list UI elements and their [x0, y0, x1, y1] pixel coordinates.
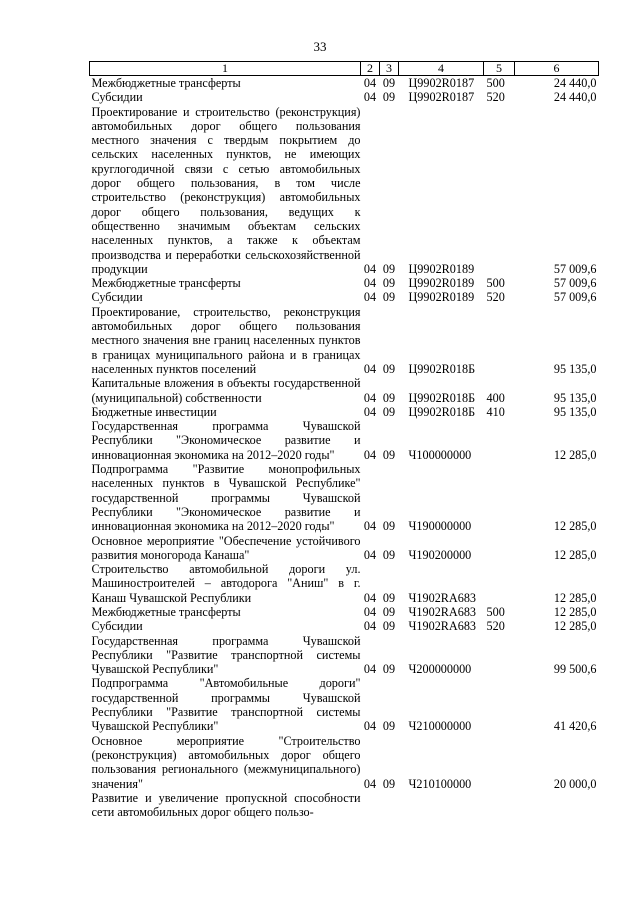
row-subsection-code: 09 — [382, 719, 396, 734]
row-name: Государственная программа Чувашской Республики "Экономическое развитие и инновационная экономика на 2012–2020 годы" — [91, 419, 361, 462]
row-name: Основное мероприятие "Обеспечение устойчивого развития моногорода Канаша" — [91, 533, 361, 562]
row-expense-type — [484, 676, 515, 733]
row-expense-type — [484, 305, 515, 376]
row-expense-type: 520 — [486, 90, 505, 105]
row-amount: 41 420,6 — [553, 719, 597, 734]
row-name: Субсидии — [91, 290, 143, 305]
row-section-code: 04 — [363, 547, 377, 562]
row-expense-type — [484, 462, 515, 533]
row-amount: 95 135,0 — [553, 404, 597, 419]
row-section-code: 04 — [363, 290, 377, 305]
row-section-code — [361, 791, 380, 820]
row-amount: 24 440,0 — [553, 76, 597, 90]
row-expense-type — [484, 534, 515, 563]
row-expense-type: 520 — [486, 290, 505, 305]
row-section-code: 04 — [363, 90, 377, 105]
row-name: Проектирование и строительство (реконструкция) автомобильных дорог общего пользования местного значения с твердым покрытием до сельских населенных пунктов, не имеющих круглогодичной связи с сетью автомобильных дорог общего пользования, в том числе строительство (реконструкция) автомобильных дорог общего пользования, ведущих к общественно значимым объектам сельских населенных пунктов, а также к объектам производства и переработки сельскохозяйственной продукции — [91, 104, 361, 276]
row-amount: 12 285,0 — [553, 590, 597, 605]
row-subsection-code: 09 — [382, 547, 396, 562]
table-row — [90, 462, 599, 533]
row-name: Субсидии — [91, 619, 143, 634]
row-amount — [515, 791, 599, 820]
row-subsection-code: 09 — [382, 390, 396, 405]
row-section-code: 04 — [363, 719, 377, 734]
table-row — [90, 619, 599, 633]
table-header — [90, 62, 599, 76]
row-section-code: 04 — [363, 390, 377, 405]
row-target-article: Ц9902R018Б — [408, 404, 476, 419]
row-expense-type — [484, 562, 515, 605]
row-subsection-code: 09 — [382, 447, 396, 462]
row-amount: 12 285,0 — [553, 519, 597, 534]
table-row — [90, 376, 599, 405]
row-target-article: Ч100000000 — [408, 447, 472, 462]
row-amount: 24 440,0 — [553, 90, 597, 105]
row-target-article: Ч1902RA683 — [408, 604, 477, 619]
row-amount: 57 009,6 — [553, 290, 597, 305]
table-row — [90, 90, 599, 104]
table-row — [90, 634, 599, 677]
table-row — [90, 419, 599, 462]
row-target-article: Ц9902R0187 — [408, 76, 475, 90]
table-row — [90, 305, 599, 376]
row-amount: 20 000,0 — [553, 776, 597, 791]
budget-table — [89, 61, 599, 819]
table-row — [90, 562, 599, 605]
row-name: Бюджетные инвестиции — [91, 404, 217, 419]
row-target-article: Ч210000000 — [408, 719, 472, 734]
row-subsection-code: 09 — [382, 361, 396, 376]
row-section-code: 04 — [363, 447, 377, 462]
row-name: Государственная программа Чувашской Республики "Развитие транспортной системы Чувашской Республики" — [91, 633, 361, 677]
table-row — [90, 534, 599, 563]
row-target-article: Ц9902R018Б — [408, 390, 476, 405]
row-expense-type — [484, 419, 515, 462]
row-subsection-code: 09 — [382, 276, 396, 291]
row-name: Межбюджетные трансферты — [91, 76, 241, 90]
row-amount: 57 009,6 — [553, 261, 597, 276]
table-row — [90, 676, 599, 733]
row-subsection-code: 09 — [382, 662, 396, 677]
row-name: Межбюджетные трансферты — [91, 604, 241, 619]
row-name: Основное мероприятие "Строительство (реконструкция) автомобильных дорог общего пользования регионального (межмуниципального) значения" — [91, 733, 361, 791]
table-row — [90, 76, 599, 91]
row-target-article — [399, 791, 484, 820]
row-amount: 12 285,0 — [553, 547, 597, 562]
row-subsection-code: 09 — [382, 290, 396, 305]
row-section-code: 04 — [363, 662, 377, 677]
row-name: Подпрограмма "Развитие монопрофильных населенных пунктов в Чувашской Республике" государственной программы Чувашской Республики "Экономическое развитие и инновационная экономика на 2012–2020 годы" — [91, 462, 361, 534]
row-subsection-code: 09 — [382, 261, 396, 276]
table-row — [90, 276, 599, 290]
row-subsection-code: 09 — [382, 90, 396, 105]
row-name: Строительство автомобильной дороги ул. Машиностроителей – автодорога "Аниш" в г. Канаш Чувашской Республики — [91, 562, 361, 605]
table-row — [90, 791, 599, 820]
row-target-article: Ч190200000 — [408, 547, 472, 562]
row-subsection-code: 09 — [382, 519, 396, 534]
row-subsection-code: 09 — [382, 604, 396, 619]
row-amount: 12 285,0 — [553, 619, 597, 634]
row-target-article: Ч1902RA683 — [408, 619, 477, 634]
row-expense-type — [484, 734, 515, 791]
row-name: Подпрограмма "Автомобильные дороги" государственной программы Чувашской Республики "Развитие транспортной системы Чувашской Республики" — [91, 676, 361, 734]
row-section-code: 04 — [363, 276, 377, 291]
row-expense-type: 500 — [486, 604, 505, 619]
row-target-article: Ц9902R0189 — [408, 290, 475, 305]
row-expense-type: 520 — [486, 619, 505, 634]
row-section-code: 04 — [363, 619, 377, 634]
row-expense-type: 400 — [486, 390, 505, 405]
row-section-code: 04 — [363, 261, 377, 276]
row-target-article: Ч210100000 — [408, 776, 472, 791]
row-name: Межбюджетные трансферты — [91, 276, 241, 291]
row-section-code: 04 — [363, 76, 377, 90]
row-target-article: Ц9902R0187 — [408, 90, 475, 105]
row-subsection-code: 09 — [382, 619, 396, 634]
row-amount: 57 009,6 — [553, 276, 597, 291]
row-section-code: 04 — [363, 361, 377, 376]
row-section-code: 04 — [363, 590, 377, 605]
page-number: 33 — [313, 39, 327, 54]
row-amount: 99 500,6 — [553, 662, 597, 677]
row-expense-type: 500 — [486, 276, 505, 291]
row-target-article: Ц9902R0189 — [408, 276, 475, 291]
row-target-article: Ч190000000 — [408, 519, 472, 534]
table-body — [90, 76, 599, 820]
row-subsection-code: 09 — [382, 590, 396, 605]
header-col-6: 6 — [515, 62, 599, 76]
row-amount: 95 135,0 — [553, 361, 597, 376]
row-expense-type — [484, 791, 515, 820]
table-row — [90, 405, 599, 419]
row-expense-type — [484, 105, 515, 277]
row-expense-type — [484, 634, 515, 677]
header-col-3: 3 — [380, 62, 399, 76]
row-amount: 12 285,0 — [553, 447, 597, 462]
row-section-code: 04 — [363, 604, 377, 619]
row-target-article: Ч200000000 — [408, 662, 472, 677]
row-subsection-code: 09 — [382, 76, 396, 90]
header-col-5: 5 — [484, 62, 515, 76]
header-col-2: 2 — [361, 62, 380, 76]
row-name: Капитальные вложения в объекты государственной (муниципальной) собственности — [91, 376, 361, 405]
row-name: Субсидии — [91, 90, 143, 105]
row-name: Развитие и увеличение пропускной способности сети автомобильных дорог общего пользо- — [91, 790, 361, 820]
row-expense-type: 410 — [486, 404, 505, 419]
row-section-code: 04 — [363, 404, 377, 419]
row-target-article: Ч1902RA683 — [408, 590, 477, 605]
row-amount: 12 285,0 — [553, 604, 597, 619]
row-expense-type: 500 — [486, 76, 505, 90]
row-section-code: 04 — [363, 776, 377, 791]
row-target-article: Ц9902R018Б — [408, 361, 476, 376]
header-col-4: 4 — [399, 62, 484, 76]
table-row — [90, 734, 599, 791]
table-row — [90, 605, 599, 619]
row-name: Проектирование, строительство, реконструкция автомобильных дорог общего пользования местного значения вне границ населенных пунктов в границах муниципального района и в границах населенных пунктов поселений — [91, 304, 361, 376]
table-row — [90, 105, 599, 277]
table-row — [90, 290, 599, 304]
header-row — [90, 62, 599, 76]
row-subsection-code: 09 — [382, 776, 396, 791]
row-section-code: 04 — [363, 519, 377, 534]
header-col-1: 1 — [90, 62, 361, 76]
row-target-article: Ц9902R0189 — [408, 261, 475, 276]
row-amount: 95 135,0 — [553, 390, 597, 405]
row-subsection-code: 09 — [382, 404, 396, 419]
row-subsection-code — [380, 791, 399, 820]
